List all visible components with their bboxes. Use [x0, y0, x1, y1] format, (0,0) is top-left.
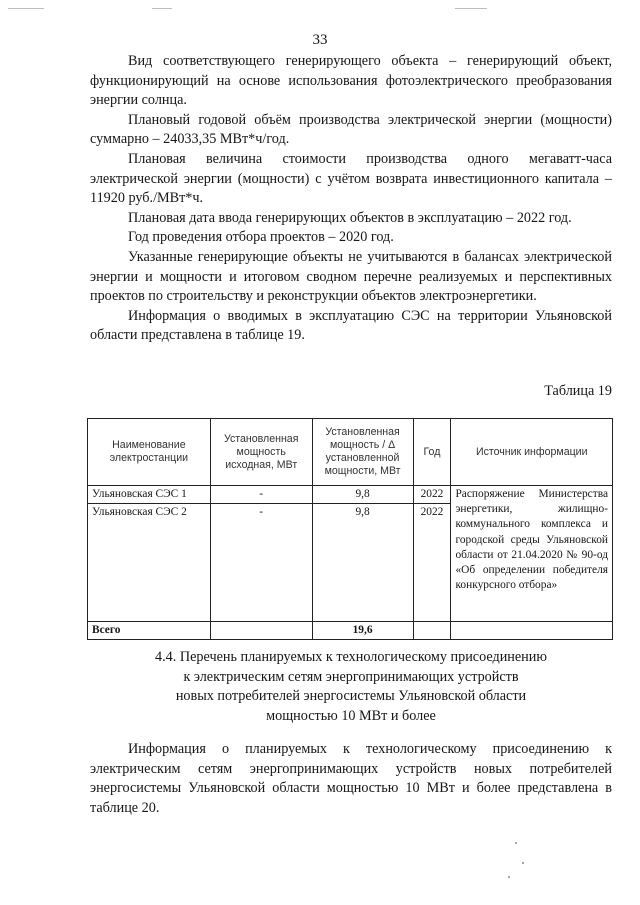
- header-capacity-initial: Установленная мощность исходная, МВт: [210, 419, 312, 486]
- table-total-row: [88, 622, 613, 640]
- cell-capacity-delta: 9,8: [312, 504, 413, 622]
- paragraph-object-type: Вид соответствующего генерирующего объекта – генерирующий объект, функционирующий на основе использования фотоэлектрического преобразования энергии солнца.: [90, 53, 612, 109]
- heading-line-2: к электрическим сетям энергопринимающих устройств: [183, 668, 519, 685]
- total-year-empty: [413, 622, 451, 640]
- paragraph-selection-year: Год проведения отбора проектов – 2020 год.: [128, 229, 394, 246]
- paragraph-not-in-balances: Указанные генерирующие объекты не учитываются в балансах электрической энергии и мощности и итоговом сводном перечне реализуемых и перспективных проектов по строительству и реконструкции объектов электроэнергетики.: [90, 248, 612, 305]
- cell-name: Ульяновская СЭС 2: [88, 504, 211, 622]
- scan-speck: [522, 862, 524, 864]
- total-empty: [210, 622, 312, 640]
- header-capacity-delta: Установленная мощность / Δ установленной мощности, МВт: [312, 419, 413, 486]
- cell-year: 2022: [413, 486, 451, 504]
- scan-speck: [508, 876, 510, 878]
- header-name: Наименование электростанции: [88, 419, 211, 486]
- page-number: 33: [312, 32, 328, 48]
- cell-capacity-initial: -: [210, 504, 312, 622]
- total-label: Всего: [88, 622, 211, 640]
- cell-capacity-initial: -: [210, 486, 312, 504]
- header-source: Источник информации: [451, 419, 613, 486]
- paragraph-table-reference: Информация о вводимых в эксплуатацию СЭС на территории Ульяновской области представлена в таблице 19.: [90, 307, 612, 344]
- table-caption: Таблица 19: [544, 383, 612, 399]
- scan-line-right: [455, 8, 487, 9]
- cell-source: Распоряжение Министерства энергетики, жилищно-коммунального комплекса и городской среды Ульяновской области от 21.04.2020 № 90-од «Об определении победителя конкурсного отбора»: [451, 486, 613, 622]
- cell-capacity-delta: 9,8: [312, 486, 413, 504]
- header-year: Год: [413, 419, 451, 486]
- solar-plants-table: [87, 418, 613, 640]
- cell-name: Ульяновская СЭС 1: [88, 486, 211, 504]
- paragraph-commissioning-date: Плановая дата ввода генерирующих объектов в эксплуатацию – 2022 год.: [128, 209, 572, 226]
- heading-line-3: новых потребителей энергосистемы Ульяновской области: [175, 688, 527, 705]
- heading-line-4: мощностью 10 МВт и более: [266, 707, 436, 724]
- paragraph-cost: Плановая величина стоимости производства одного мегаватт-часа электрической энергии (мощности) с учётом возврата инвестиционного капитала – 11920 руб./МВт*ч.: [90, 150, 612, 207]
- section-heading: [90, 648, 612, 726]
- scan-speck: [515, 842, 517, 844]
- total-source-empty: [451, 622, 613, 640]
- closing-text: [90, 740, 612, 818]
- table-row: [88, 486, 613, 504]
- paragraph-table-20-reference: Информация о планируемых к технологическому присоединению к электрическим сетям энергопринимающих устройств новых потребителей энергосистемы Ульяновской области мощностью 10 МВт и более представлена в таблице 20.: [90, 741, 612, 816]
- body-text: [90, 52, 612, 346]
- table-header-row: [88, 419, 613, 486]
- scan-line-mid: [152, 8, 172, 9]
- heading-line-1: 4.4. Перечень планируемых к технологическому присоединению: [155, 649, 547, 665]
- total-capacity: 19,6: [312, 622, 413, 640]
- scan-line-left: [8, 8, 44, 9]
- cell-year: 2022: [413, 504, 451, 622]
- paragraph-annual-output: Плановый годовой объём производства электрической энергии (мощности) суммарно – 24033,35 МВт*ч/год.: [90, 111, 612, 148]
